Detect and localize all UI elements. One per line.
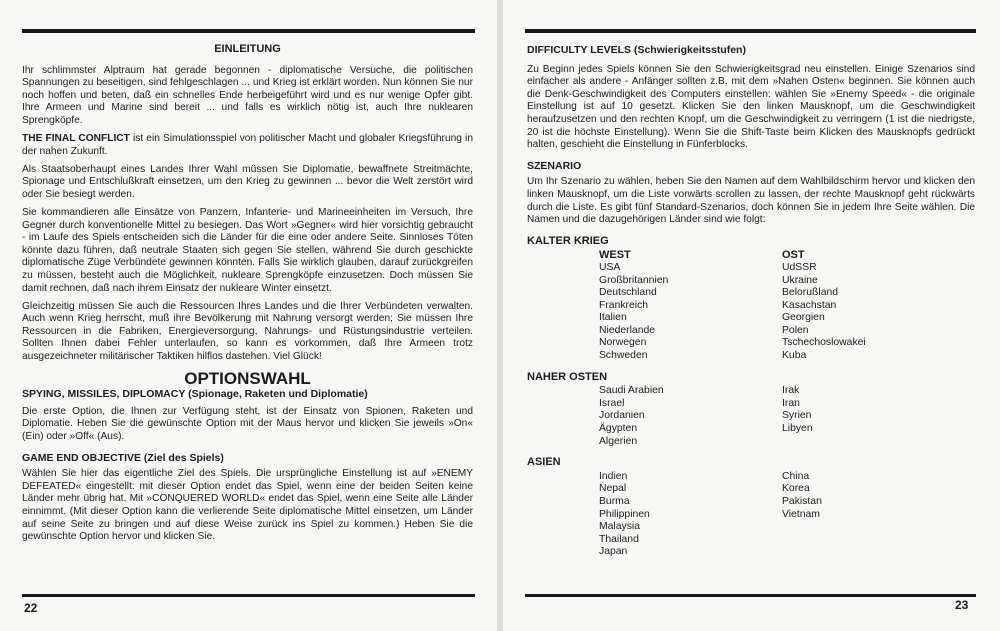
west-country-list [599,385,782,448]
country: Frankreich [599,299,649,311]
west-column-heading: WEST [599,249,631,262]
country: Irak [782,385,800,397]
bottom-rule [22,594,475,597]
scenario-kalter-krieg [527,235,975,363]
subheading-scenario: SZENARIO [527,159,582,172]
country: Norwegen [599,337,647,349]
intro-paragraph: Ihr schlimmster Alptraum hat gerade begonnen - diplomatische Versuche, die politischen Spannungen zu beseitigen, sind fehlgeschlagen ... und Krieg ist erklärt worden. Nun können Sie nur noch hoffen und beten, daß ein schnelles Ende herbeigeführt wird und es nur wenige Opfer gibt. Ihre Armeen und Marine sind bereit ... und falls es wirklich nötig ist, auch Ihre nuklearen Sprengköpfe. [22,64,473,126]
west-country-list [599,471,782,559]
country: Nepal [599,483,627,495]
left-page [0,0,497,631]
country: Schweden [599,350,648,362]
top-rule [22,29,475,33]
bottom-rule [525,594,976,597]
country: Malaysia [599,521,640,533]
east-country-list [782,385,813,448]
east-country-list [782,249,866,362]
paragraph-game-end: Wählen Sie hier das eigentliche Ziel des Spiels. Die ursprüngliche Einstellung ist auf »ENEMY DEFEATED« eingestellt: mit dieser Option endet das Spiel, wenn eine der beiden Seiten keine Länder mehr übrig hat. Mit »CONQUERED WORLD« endet das Spiel, wenn eine Seite alle Länder einnimmt. (Mit dieser Option kann die verlierende Seite diplomatische Mittel einsetzen, um Länder auf seine Seite zu bringen und auf diese Weise zurück ins Spiel zu kommen.) Heben Sie die gewünschte Option hervor und klicken Sie. [22,468,473,543]
paragraph-command: Sie kommandieren alle Einsätze von Panzern, Infanterie- und Marineeinheiten im Versuch, Ihre Gegner durch konventionelle Mittel zu besiegen. Das Wort »Gegner« wird hier vorsichtig gebraucht - im Laufe des Spiels entscheiden sich die Länder für die eine oder andere Seite. Sinnloses Töten könnte dazu führen, daß neutrale Staaten sich gegen Sie stellen, während Sie durch geschickte diplomatische Züge Verbündete gewinnen könnten. Falls Sie wirklich glauben, darauf zurückgreifen zu müssen, besteht auch die Möglichkeit, nukleare Sprengköpfe einzusetzen. Doch müssen Sie damit rechnen, daß nach ihrem Einsatz der nukleare Winter einsetzt. [22,207,473,294]
left-column [22,43,473,549]
right-column [527,44,975,559]
country: Georgien [782,312,825,324]
section-heading-optionswahl: OPTIONSWAHL [184,369,311,389]
country: Polen [782,324,809,336]
scenario-naher-osten [527,371,975,449]
country: Saudi Arabien [599,385,664,397]
country: USA [599,261,621,273]
country: Japan [599,546,628,558]
country: Ukraine [782,274,818,286]
subheading-difficulty: DIFFICULTY LEVELS (Schwierigkeitsstufen) [527,44,746,56]
section-heading-einleitung: EINLEITUNG [214,43,281,55]
country: Israel [599,397,625,409]
west-country-list [599,249,782,362]
page-number-left: 22 [24,601,38,615]
country: Philippinen [599,508,650,520]
right-page [503,0,1000,631]
scenario-name: KALTER KRIEG [527,234,609,247]
country: Ägypten [599,423,638,435]
page-number-right: 23 [955,598,969,612]
country: Kasachstan [782,299,837,311]
country: Tschechoslowakei [782,337,866,349]
paragraph-head-of-state: Als Staatsoberhaupt eines Landes Ihrer Wahl müssen Sie Diplomatie, bewaffnete Streitmächte, Spionage und Entschlußkraft einsetzen, um den Krieg zu gewinnen ... bevor die Welt zerstört wird oder Sie besiegt werden. [22,163,473,200]
country: Burma [599,496,630,507]
country: Iran [782,397,800,409]
paragraph-spying: Die erste Option, die Ihnen zur Verfügung steht, ist der Einsatz von Spionen, Raketen und Diplomatie. Heben Sie die gewünschte Option mit der Maus hervor und klicken Sie jeweils »On« (Ein) oder »Off« (Aus). [22,405,473,442]
east-column-heading: OST [782,249,805,262]
country: Pakistan [782,496,822,507]
country: Libyen [782,423,813,435]
country: Jordanien [599,410,645,422]
country: Belorußland [782,287,839,299]
scenario-asien [527,456,975,559]
country: Deutschland [599,287,657,299]
country: Niederlande [599,324,656,336]
paragraph-resources: Gleichzeitig müssen Sie auch die Ressourcen Ihres Landes und die Ihrer Verbündeten verwalten. Auch wenn Krieg herrscht, muß ihre Bevölkerung mit Nahrung versorgt werden; Sie müssen Ihre Ressourcen in die Fabriken, Energieversorgung, Nahrungs- und Rüstungsindustrie verteilen. Sollten Ihnen dabei Fehler unterlaufen, so kann es vorkommen, daß Ihre Armeen trotz ausgezeichneter militärischer Taktiken hilflos dastehen. Viel Glück! [22,300,473,363]
country: Italien [599,312,627,324]
country: Großbritannien [599,274,669,286]
country: Kuba [782,350,807,362]
game-description-paragraph [22,133,473,158]
game-description: ist ein Simulationsspiel von politischer Macht und globaler Kriegsführung in der nahen Zukunft. [22,133,473,157]
subheading-spying: SPYING, MISSILES, DIPLOMACY (Spionage, Raketen und Diplomatie) [22,388,368,401]
paragraph-difficulty: Zu Beginn jedes Spiels können Sie den Schwierigkeitsgrad neu einstellen. Einige Szenarios sind einfacher als andere - Anfänger sollten z.B. mit dem »Nahen Osten« beginnen. Sie können auch die Denk-Geschwindigkeit des Computers einstellen: wählen Sie »Enemy Speed« - die originale Einstellung ist auf 10 gesetzt. Klicken Sie den linken Mausknopf, um die Geschwindigkeit heraufzusetzen und den rechten Knopf, um die Geschwindigkeit zu verringern (1 ist die niedrigste, 20 ist die höchste Einstellung). Wenn Sie die Shift-Taste beim Klicken des Mausknopfs gedrückt halten, geschieht die Einstellung in Fünferblocks. [527,63,975,151]
country: UdSSR [782,261,817,273]
country: Vietnam [782,508,820,520]
country: China [782,470,810,482]
subheading-game-end: GAME END OBJECTIVE (Ziel des Spiels) [22,451,224,464]
top-rule [525,29,976,33]
country: Algerien [599,435,638,447]
scenario-name: NAHER OSTEN [527,370,608,383]
country: Syrien [782,410,812,422]
game-title: THE FINAL CONFLICT [22,133,130,145]
country: Thailand [599,533,639,545]
paragraph-scenario: Um Ihr Szenario zu wählen, heben Sie den Namen auf dem Wahlbildschirm hervor und klicken den linken Mausknopf, um die Liste vorwärts scrollen zu lassen, der rechte Mausknopf geht rückwärts durch die Liste. Es gibt fünf Standard-Szenarios, doch können Sie in jedem Ihre Seite wählen. Die Namen und die dazugehörigen Länder sind wie folgt: [527,176,975,226]
country: Korea [782,483,810,495]
country: Indien [599,470,628,482]
scenario-name: ASIEN [527,456,561,469]
east-country-list [782,471,822,559]
